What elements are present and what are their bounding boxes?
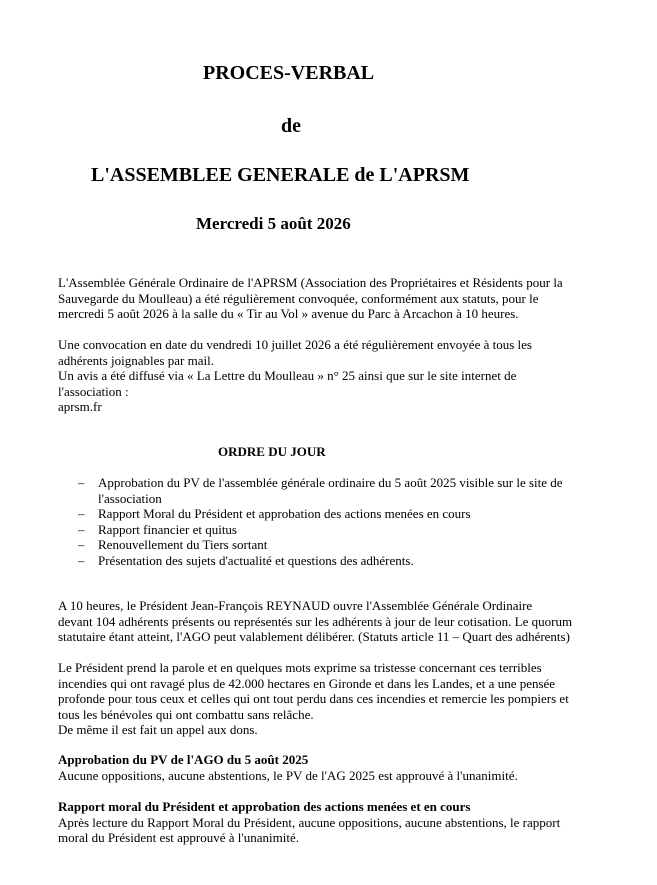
title-line-2: de xyxy=(281,115,301,137)
agenda-list xyxy=(78,475,618,569)
dash-bullet: – xyxy=(78,506,85,522)
text-line: l'association : xyxy=(58,383,129,399)
section-moral-report xyxy=(58,799,618,846)
title-line-3: L'ASSEMBLEE GENERALE de L'APRSM xyxy=(91,164,470,186)
president-speech-paragraph xyxy=(58,660,618,738)
text-line: devant 104 adhérents présents ou représentés sur les adhérents à jour de leur cotisation. Le quorum xyxy=(58,613,573,629)
website-text: aprsm.fr xyxy=(58,399,102,415)
text-line: mercredi 5 août 2026 à la salle du « Tir au Vol » avenue du Parc à Arcachon à 10 heures. xyxy=(58,306,519,322)
text-line: L'Assemblée Générale Ordinaire de l'APRSM (Association des Propriétaires et Résidents pour la xyxy=(58,275,563,290)
text-line: De même il est fait un appel aux dons. xyxy=(58,722,258,738)
title-line-1: PROCES-VERBAL xyxy=(203,62,375,84)
text-line: moral du Président est approuvé à l'unanimité. xyxy=(58,830,299,846)
agenda-item-text: Rapport financier et quitus xyxy=(98,521,237,537)
meeting-date: Mercredi 5 août 2026 xyxy=(196,214,351,233)
section-title: Approbation du PV de l'AGO du 5 août 2025 xyxy=(58,752,309,767)
text-line: Une convocation en date du vendredi 10 juillet 2026 a été régulièrement envoyée à tous les xyxy=(58,337,532,352)
agenda-item-text: Approbation du PV de l'assemblée générale ordinaire du 5 août 2025 visible sur le site de l'association xyxy=(98,475,563,506)
text-line: tous les bénévoles qui ont combattu sans relâche. xyxy=(58,706,314,722)
section-title: Rapport moral du Président et approbation des actions menées et en cours xyxy=(58,799,471,814)
agenda-item-text: Renouvellement du Tiers sortant xyxy=(98,537,268,553)
agenda-heading: ORDRE DU JOUR xyxy=(218,444,326,459)
intro-paragraph-1 xyxy=(58,275,618,322)
text-line: Aucune oppositions, aucune abstentions, le PV de l'AG 2025 est approuvé à l'unanimité. xyxy=(58,767,518,783)
text-line: adhérents joignables par mail. xyxy=(58,352,214,368)
dash-bullet: – xyxy=(78,475,85,490)
list-item xyxy=(78,553,618,569)
dash-bullet: – xyxy=(78,552,85,568)
list-item xyxy=(78,475,618,506)
dash-bullet: – xyxy=(78,537,85,553)
agenda-item-text: Présentation des sujets d'actualité et questions des adhérents. xyxy=(98,552,414,568)
text-line: Sauvegarde du Moulleau) a été régulièrement convoquée, conformément aux statuts, pour le xyxy=(58,290,539,306)
dash-bullet: – xyxy=(78,521,85,537)
list-item xyxy=(78,506,618,522)
opening-paragraph xyxy=(58,598,618,645)
section-pv-approval xyxy=(58,752,618,783)
list-item xyxy=(78,522,618,538)
intro-paragraph-2 xyxy=(58,337,618,415)
text-line: A 10 heures, le Président Jean-François REYNAUD ouvre l'Assemblée Générale Ordinaire xyxy=(58,598,533,613)
agenda-item-text: Rapport Moral du Président et approbation des actions menées en cours xyxy=(98,506,471,522)
text-line: Le Président prend la parole et en quelques mots exprime sa tristesse concernant ces terribles xyxy=(58,660,542,675)
text-line: profonde pour tous ceux et celles qui ont tout perdu dans ces incendies et remercie les pompiers et xyxy=(58,691,569,707)
text-line: statutaire étant atteint, l'AGO peut valablement délibérer. (Statuts article 11 – Quart des adhérents) xyxy=(58,629,570,645)
list-item xyxy=(78,537,618,553)
text-line: Un avis a été diffusé via « La Lettre du Moulleau » n° 25 ainsi que sur le site internet de xyxy=(58,368,517,384)
text-line: incendies qui ont ravagé plus de 42.000 hectares en Gironde et dans les Landes, et a une pensée xyxy=(58,675,556,691)
text-line: Après lecture du Rapport Moral du Président, aucune oppositions, aucune abstentions, le rapport xyxy=(58,814,561,830)
